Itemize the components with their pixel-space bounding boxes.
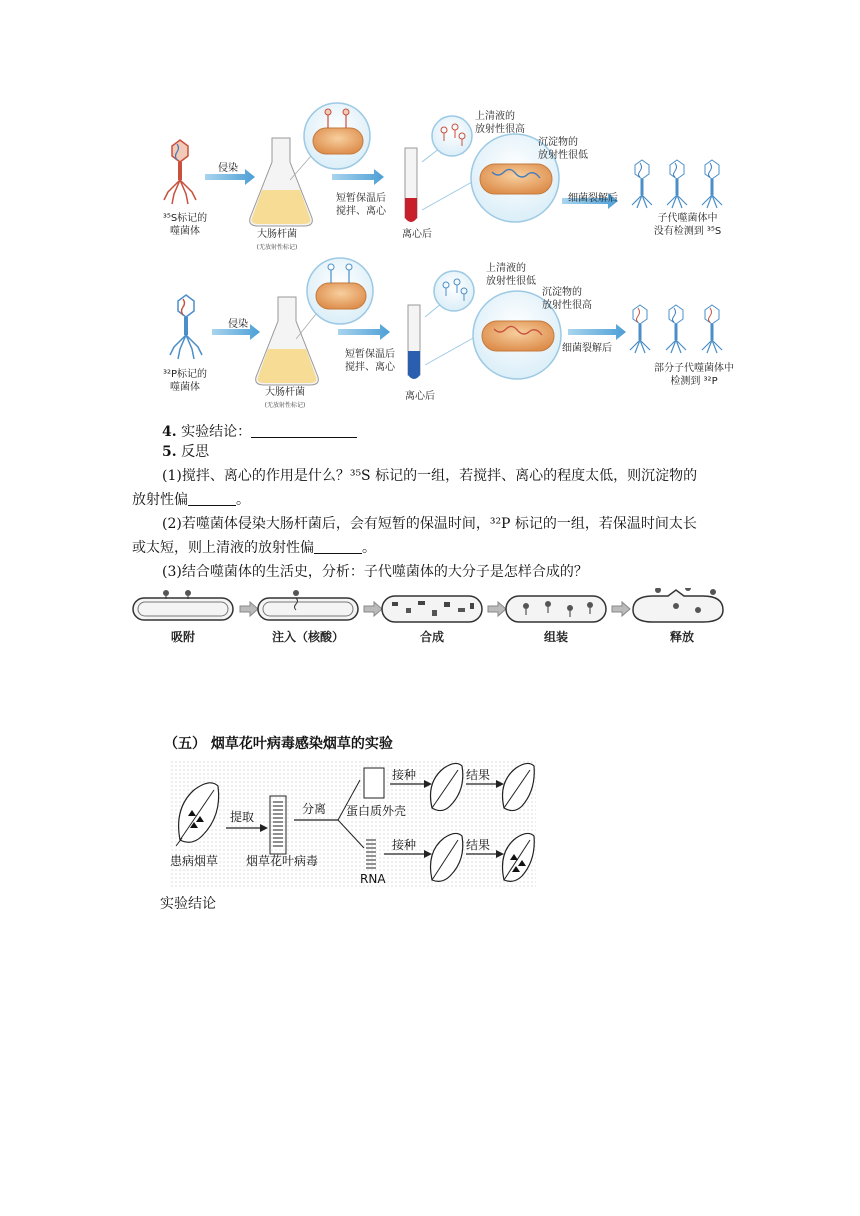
exp2-infect-label: 侵染	[228, 319, 248, 330]
stage-release-icon	[633, 588, 723, 622]
infection-circle	[304, 103, 370, 169]
stage-synthesis-icon	[382, 596, 482, 622]
life-cycle-graphic	[128, 588, 728, 628]
healthy-leaf-bottom-icon	[431, 833, 463, 881]
result-healthy-leaf-icon	[503, 763, 535, 810]
offspring-phages-icon	[630, 305, 722, 353]
q2-blank	[314, 539, 362, 554]
item5	[162, 441, 209, 463]
q2-text: 或太短，则上清液的放射性偏	[132, 540, 314, 556]
exp1-centrifuge-label: 离心后	[402, 229, 432, 240]
stage-adsorption-icon	[133, 590, 233, 620]
tmv-virus-label: 烟草花叶病毒	[246, 854, 319, 868]
exp1-infect-label: 侵染	[218, 163, 238, 174]
question1-line2	[132, 489, 250, 511]
tmv-sick-tobacco-label: 患病烟草	[170, 854, 219, 868]
item4-number: 4.	[162, 424, 177, 440]
stage-label-assembly: 组装	[543, 630, 568, 644]
centrifuge-tube-icon	[408, 305, 420, 379]
exp2-lysis-label: 细菌裂解后	[562, 343, 612, 354]
stage-label-synthesis: 合成	[419, 630, 444, 644]
tmv-inoculate-top-label: 接种	[392, 768, 417, 782]
stage-label-release: 释放	[669, 630, 694, 644]
supernatant-circle	[425, 271, 474, 317]
phage-blue-icon	[170, 295, 202, 359]
question2-line1: (2)若噬菌体侵染大肠杆菌后，会有短暂的保温时间，³²P 标记的一组，若保温时间太长	[162, 516, 697, 532]
exp1-supernatant-label: 上清液的 放射性很高	[475, 111, 525, 135]
tmv-diagram	[170, 760, 536, 888]
exp1-result-label: 子代噬菌体中 没有检测到 ³⁵S	[653, 213, 722, 237]
exp2-phage-label: ³²P标记的 噬菌体	[162, 369, 208, 393]
question1-line1: (1)搅拌、离心的作用是什么？³⁵S 标记的一组，若搅拌、离心的程度太低，则沉淀物的	[162, 468, 698, 484]
exp2-result-label: 部分子代噬菌体中 检测到 ³²P	[654, 363, 734, 387]
exp2-process-label: 短暂保温后 搅拌、离心	[345, 349, 395, 373]
supernatant-circle	[422, 116, 472, 162]
exp2-ecoli-label: 大肠杆菌 (无放射性标记)	[264, 387, 306, 409]
tmv-rna-label: RNA	[360, 872, 386, 886]
tmv-section-title: （五） 烟草花叶病毒感染烟草的实验	[164, 736, 393, 752]
tmv-separate-label: 分离	[302, 802, 327, 816]
exp1-ecoli-label: 大肠杆菌 (无放射性标记)	[256, 229, 298, 251]
sick-leaf-icon	[176, 783, 219, 846]
item5-number: 5.	[162, 444, 177, 460]
tmv-result-top-label: 结果	[466, 768, 491, 782]
centrifuge-tube-icon	[405, 148, 417, 222]
virus-coil-icon	[270, 796, 286, 854]
q1-blank	[188, 491, 236, 506]
tmv-extract-label: 提取	[230, 810, 255, 824]
item4-text: 实验结论：	[181, 424, 252, 440]
exp1-phage-label: ³⁵S标记的 噬菌体	[162, 213, 208, 237]
item5-text: 反思	[181, 444, 210, 460]
tmv-protein-coat-label: 蛋白质外壳	[346, 804, 407, 818]
offspring-phages-icon	[632, 160, 722, 208]
tmv-result-bottom-label: 结果	[466, 838, 491, 852]
tmv-conclusion: 实验结论	[160, 896, 216, 912]
result-sick-leaf-icon	[503, 833, 535, 881]
exp1-precipitate-label: 沉淀物的 放射性很低	[538, 137, 588, 161]
question3-line1: (3)结合噬菌体的生活史，分析：子代噬菌体的大分子是怎样合成的？	[162, 564, 588, 580]
stage-assembly-icon	[506, 596, 606, 622]
exp2-supernatant-label: 上清液的 放射性很低	[486, 263, 536, 287]
healthy-leaf-icon	[431, 763, 463, 810]
stage-label-injection: 注入（核酸）	[271, 630, 344, 644]
q1-text: 放射性偏	[132, 492, 188, 508]
item4-blank	[251, 423, 357, 438]
item4	[162, 421, 357, 443]
infection-circle	[307, 258, 373, 324]
exp2-centrifuge-label: 离心后	[405, 391, 435, 402]
tmv-inoculate-bottom-label: 接种	[392, 838, 417, 852]
rna-coil-icon	[366, 840, 376, 868]
stage-label-adsorption: 吸附	[170, 630, 195, 644]
phage-red-icon	[164, 140, 196, 204]
exp1-lysis-label: 细菌裂解后	[568, 193, 618, 204]
stage-injection-icon	[258, 590, 358, 620]
exp2-precipitate-label: 沉淀物的 放射性很高	[542, 287, 592, 311]
question2-line2	[132, 537, 376, 559]
q1-end: 。	[236, 492, 250, 508]
exp1-process-label: 短暂保温后 搅拌、离心	[336, 193, 386, 217]
q2-end: 。	[362, 540, 376, 556]
